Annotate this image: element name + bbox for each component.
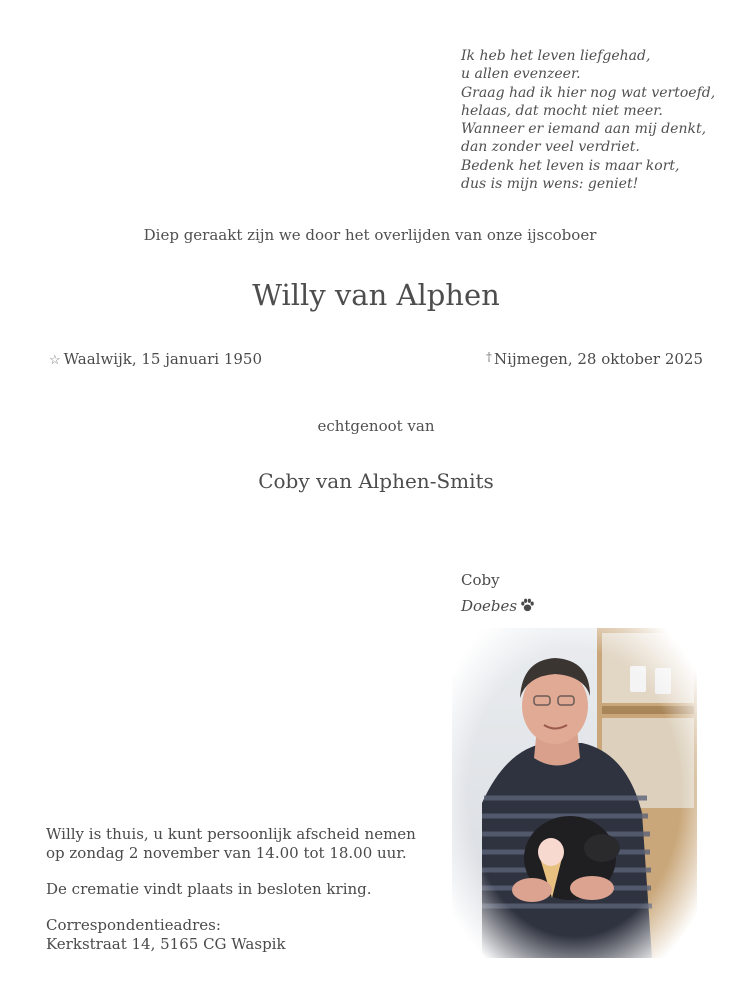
poem-line: Bedenk het leven is maar kort, — [461, 157, 680, 174]
address-text: Kerkstraat 14, 5165 CG Waspik — [46, 935, 286, 953]
spouse-label: echtgenoot van — [317, 417, 435, 435]
intro-text: Diep geraakt zijn we door het overlijden van onze ijscoboer — [143, 226, 597, 244]
poem-line: dus is mijn wens: geniet! — [461, 176, 639, 193]
poem — [461, 47, 715, 193]
poem-line: dan zonder veel verdriet. — [461, 139, 640, 156]
signature-doebes — [461, 597, 535, 615]
death-text: Nijmegen, 28 oktober 2025 — [494, 350, 703, 368]
cremation-text: De crematie vindt plaats in besloten kring. — [46, 880, 372, 898]
poem-line: Graag had ik hier nog wat vertoefd, — [461, 84, 716, 101]
deceased-name: Willy van Alphen — [252, 278, 500, 312]
visiting-line-1: Willy is thuis, u kunt persoonlijk afscheid nemen — [46, 825, 416, 843]
signature-coby: Coby — [461, 571, 500, 589]
poem-line: u allen evenzeer. — [461, 66, 581, 83]
doebes-text: Doebes — [461, 597, 518, 615]
visiting-line-2: op zondag 2 november van 14.00 tot 18.00 uur. — [46, 844, 407, 862]
address-label: Correspondentieadres: — [46, 916, 221, 934]
birth-info — [49, 350, 262, 368]
poem-line: Wanneer er iemand aan mij denkt, — [461, 121, 707, 138]
birth-text: Waalwijk, 15 januari 1950 — [63, 350, 262, 368]
portrait-photo — [452, 628, 697, 958]
ceremony-info — [46, 825, 416, 954]
poem-line: helaas, dat mocht niet meer. — [461, 102, 663, 119]
paw-icon — [520, 598, 535, 612]
death-info — [486, 350, 703, 368]
star-icon: ☆ — [49, 353, 61, 368]
spouse-name: Coby van Alphen-Smits — [258, 469, 494, 493]
cross-icon: † — [486, 350, 493, 364]
poem-line: Ik heb het leven liefgehad, — [461, 48, 651, 64]
